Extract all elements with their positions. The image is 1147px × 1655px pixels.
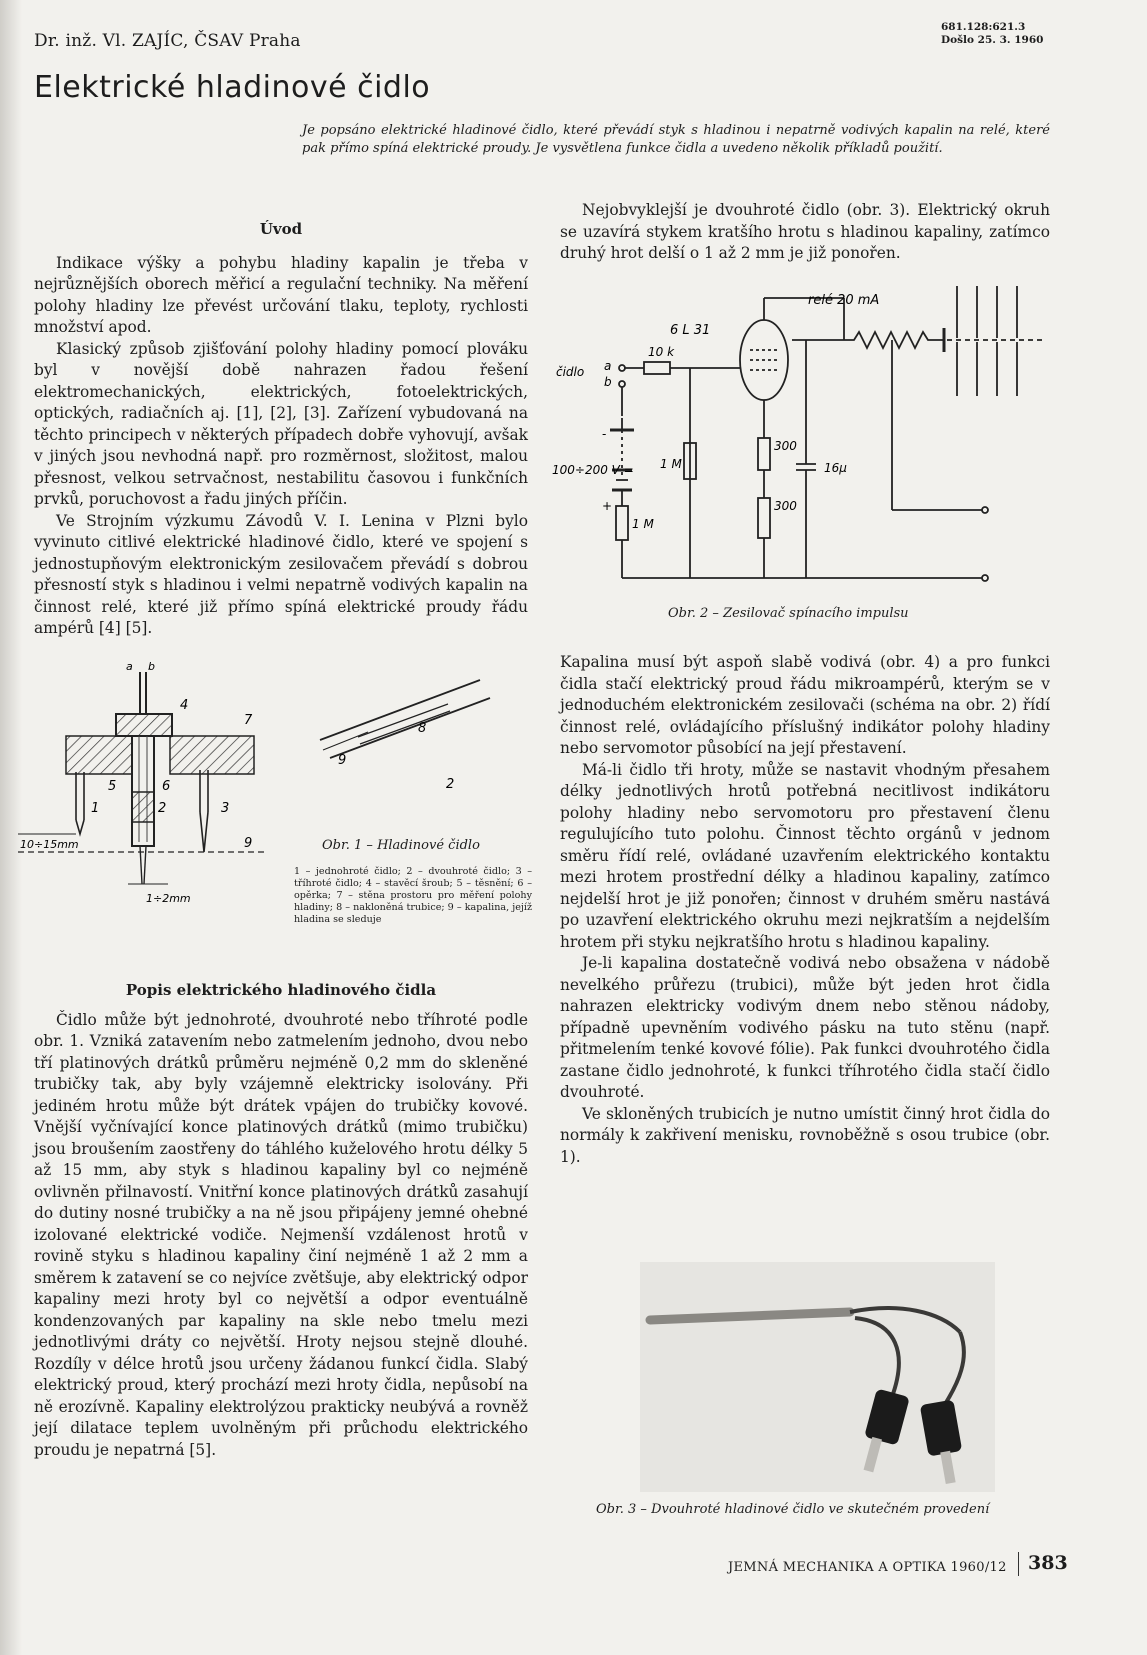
description-paragraph: Čidlo může být jednohroté, dvouhroté nebo tříhroté podle obr. 1. Vzniká zatavením nebo zatmelením jednoho, dvou nebo tří platinových drátků průměru nejméně 0,2 mm do skleněné trubičky tak, aby byly vzájemně elektricky isolovány. Při jediném hrotu může být drátek vpájen do trubičky kovové. Vnější vyčnívající konce platinových drátků (mimo trubičku) jsou broušením zaostřeny do táhlého kuželového hrotu délky 5 až 15 mm, aby styk s hladinou kapaliny byl co nejméně ovlivněn přilnavostí. Vnitřní konce platinových drátků zasahují do dutiny nosné trubičky a na ně jsou připájeny jemné ohebné izolované elektrické vodiče. Nejmenší vzdálenost hrotů v rovině styku s hladinou kapaliny činí nejméně 1 až 2 mm a směrem k zatavení se co nejvíce zvětšuje, aby elektrický odpor kapaliny mezi hroty byl co největší a odpor eventuálně kondenzovaných par kapaliny na skle nebo tmelu mezi jednotlivými dráty co největší. Hroty nejsou stejně dlouhé. Rozdíly v délce hrotů jsou určeny žádanou funkcí čidla. Slabý elektrický proud, který prochází mezi hroty čidla, nepůsobí na ně erozívně. Kapaliny elektrolýzou prakticky neubývá a rovněž její dilatace teplem uvolněným při průchodu elektrického proudu je nepatrná [5]. — [34, 1010, 528, 1459]
intro-heading: Úvod — [259, 220, 303, 238]
right-paragraph: Má-li čidlo tři hroty, může se nastavit vhodným přesahem délky jednotlivých hrotů potřebná necitlivost indikátoru polohy hladiny nebo servomotoru pro přestavení členu regulujícího tuto polohu. Činnost těchto orgánů v jednom směru řídí relé, ovládané uzavřením elektrického kontaktu mezi hrotem prostřední délky a hladinou kapaliny, zatímco nejdelší hrot je již ponořen; činnost v druhém směru nastává po uzavření elektrického okruhu mezi nejkratším a nejdelším hrotem při styku nejkratšího hrotu s hladinou kapaliny. — [560, 760, 1050, 951]
figure-1-legend: 1 – jednohroté čidlo; 2 – dvouhroté čidlo; 3 – tříhroté čidlo; 4 – stavěcí šroub; 5 – těsnění; 6 – opěrka; 7 – stěna prostoru pro měření polohy hladiny; 8 – nakloněná trubice; 9 – kapalina, jejíž hladina se sleduje — [294, 866, 532, 925]
page-number: 383 — [1028, 1552, 1068, 1574]
fig1-label-9b: 9 — [338, 753, 347, 768]
figure-2-caption: Obr. 2 – Zesilovač spínacího impulsu — [668, 606, 909, 621]
fig1-label-6: 6 — [162, 779, 171, 794]
right-column-intro — [560, 200, 1050, 265]
udc-code: 681.128:621.3 — [941, 21, 1026, 33]
capacitor-label: 16μ — [824, 461, 847, 475]
relay-coil — [844, 332, 944, 348]
right-paragraph: Ve skloněných trubicích je nutno umístit činný hrot čidla do normály k zakřivení menisku, rovnoběžně s osou trubice (obr. 1). — [560, 1104, 1050, 1166]
right-paragraph: Nejobvyklejší je dvouhroté čidlo (obr. 3). Elektrický okruh se uzavírá stykem kratšího hrotu s hladinou kapaliny, zatímco druhý hrot delší o 1 až 2 mm je již ponořen. — [560, 201, 1050, 262]
screw-head — [116, 714, 172, 736]
footer-divider — [1018, 1552, 1019, 1576]
fig1-label-2: 2 — [158, 801, 167, 816]
sensor-input-label: čidlo — [556, 365, 585, 379]
plus-sign: + — [602, 499, 613, 513]
figure-2-amplifier-schematic — [552, 278, 1052, 608]
wall-hatch-right — [170, 736, 254, 774]
abstract: Je popsáno elektrické hladinové čidlo, které převádí styk s hladinou i nepatrně vodivých kapalin na relé, které pak přímo spíná elektrické proudy. Je vysvětlena funkce čidla a uvedeno několik příkladů použití. — [302, 123, 1050, 156]
right-column-body — [560, 652, 1050, 1168]
fig1-label-b: b — [148, 662, 155, 673]
received-date: Došlo 25. 3. 1960 — [941, 34, 1044, 46]
fig1-label-5: 5 — [108, 779, 117, 794]
intro-paragraph: Klasický způsob zjišťování polohy hladiny pomocí plováku byl v novější době nahrazen řadou řešení elektromechanických, elektrických, fotoelektrických, optických, radiačních aj. [1], [2], [3]. Zařízení vybudovaná na těchto principech v některých případech dobře vyhovují, avšak v jiných jsou nevhodná např. pro rozměrnost, složitost, malou přesnost, velkou setrvačnost, nestabilitu časovou i funkčních prvků, poruchovost a řadu jiných příčin. — [34, 339, 528, 508]
figure-3-caption: Obr. 3 – Dvouhroté hladinové čidlo ve skutečném provedení — [596, 1502, 990, 1517]
fig1-dim-length: 10÷15mm — [20, 838, 79, 851]
intro-paragraph: Indikace výšky a pohybu hladiny kapalin je třeba v nejrůznějších oborech měřicí a regulační techniky. Na měření polohy hladiny lze převést určování tlaku, teploty, rychlosti množství apod. — [34, 253, 528, 336]
section-intro — [34, 219, 528, 640]
figure-3-photo — [640, 1262, 995, 1492]
minus-sign: - — [602, 427, 607, 441]
tube-body — [132, 736, 154, 846]
resistor-300-label: 300 — [774, 439, 797, 453]
fig1-label-7: 7 — [244, 713, 253, 728]
article-title: Elektrické hladinové čidlo — [34, 70, 431, 105]
section-description — [34, 980, 528, 1461]
right-paragraph: Je-li kapalina dostatečně vodivá nebo obsažena v nádobě nevelkého průřezu (trubici), může být jeden hrot čidla nahrazen elektricky vodivým dnem nebo stěnou nádoby, případně upevněním vodivého pásku na tuto stěnu (např. přitmelením tenké kovové fólie). Pak funkci dvouhrotého čidla zastane čidlo jednohroté, k funkci tříhrotého čidla stačí čidlo dvouhroté. — [560, 954, 1050, 1101]
tube-label: 6 L 31 — [670, 323, 711, 338]
fig1-label-a: a — [126, 662, 133, 673]
author-line: Dr. inž. Vl. ZAJÍC, ČSAV Praha — [34, 31, 301, 51]
resistor-10k-label: 10 k — [648, 345, 675, 359]
journal-footer: JEMNÁ MECHANIKA A OPTIKA 1960/12 — [728, 1560, 1007, 1575]
resistor-300b-label: 300 — [774, 499, 797, 513]
terminal-a-label: a — [604, 359, 612, 373]
resistor-1m-label: 1 M — [660, 457, 682, 471]
terminal-b-label: b — [604, 375, 612, 389]
udc-block — [941, 21, 1043, 47]
description-heading: Popis elektrického hladinového čidla — [125, 981, 437, 999]
relay-label: relé 20 mA — [808, 293, 880, 308]
fig1-label-2b: 2 — [446, 777, 455, 792]
potentiometer-1m-label: 1 M — [632, 517, 654, 531]
intro-paragraph: Ve Strojním výzkumu Závodů V. I. Lenina v Plzni bylo vyvinuto citlivé elektrické hladinové čidlo, které ve spojení s jednostupňovým elektronickým zesilovačem převádí s dobrou přesností styk s hladinou i velmi nepatrně vodivých kapalin na činnost relé, které již přímo spíná elektrické proudy řádu ampérů [4] [5]. — [34, 511, 528, 637]
fig1-label-3: 3 — [221, 801, 230, 816]
fig1-label-8: 8 — [418, 721, 427, 736]
fig1-label-1: 1 — [91, 801, 100, 816]
supply-voltage-label: 100÷200 V = — [552, 463, 634, 477]
figure-1-caption: Obr. 1 – Hladinové čidlo — [322, 838, 480, 853]
right-paragraph: Kapalina musí být aspoň slabě vodivá (obr. 4) a pro funkci čidla stačí elektrický proud řádu mikroampérů, kterým se v jednoduchém elektronickém zesilovači (schéma na obr. 2) řídí činnost relé, ovládajícího příslušný indikátor polohy hladiny nebo servomotor působící na její přestavení. — [560, 653, 1050, 757]
fig1-label-4: 4 — [180, 698, 189, 713]
fig1-dim-spacing: 1÷2mm — [146, 892, 191, 905]
fig1-label-9: 9 — [244, 836, 253, 851]
